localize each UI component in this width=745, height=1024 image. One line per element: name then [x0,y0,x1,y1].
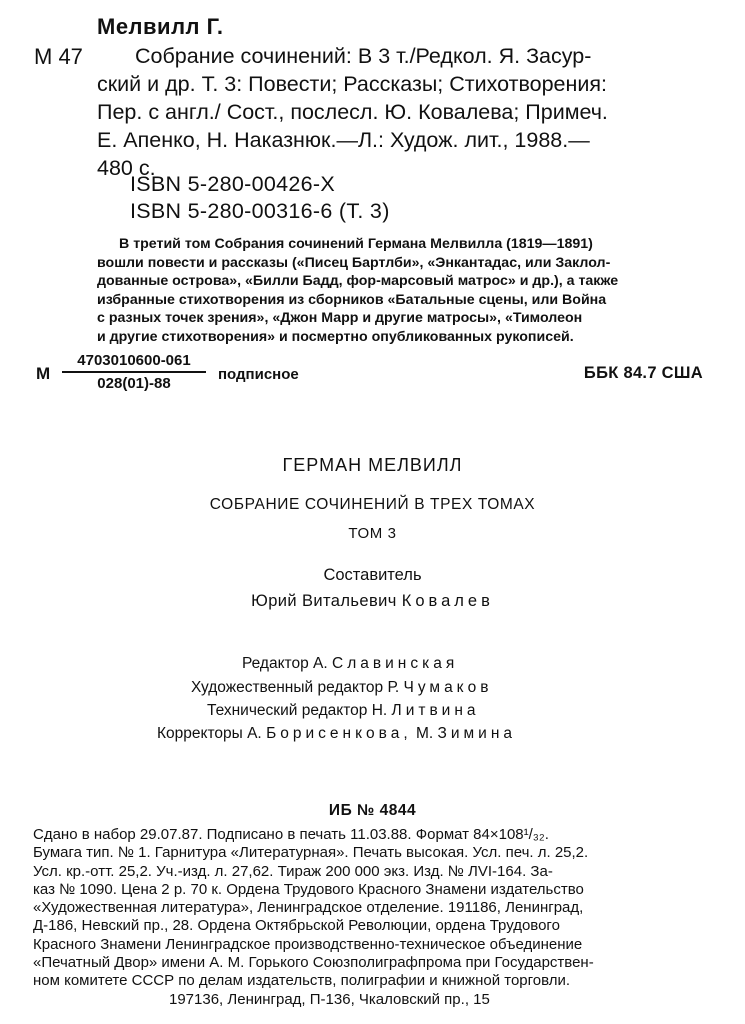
volume-label: ТОМ 3 [348,525,397,542]
compiler-name [0,592,745,611]
imprint-line: «Художественная литература», Ленинградское отделение. 191186, Ленинград, [33,899,584,917]
staff-initial: А. [313,655,328,672]
annotation-line: вошли повести и рассказы («Писец Бартлби», «Энкантадас, или Заклол- [97,254,611,271]
staff-art-editor [191,679,493,697]
imprint-line: Бумага тип. № 1. Гарнитура «Литературная». Печать высокая. Усл. печ. л. 25,2. [33,844,589,862]
staff-role: Художественный редактор [191,679,384,696]
annotation-line: и другие стихотворения» и посмертно опубликованных рукописей. [97,328,574,345]
index-fraction [62,352,206,392]
compiler-surname: Ковалев [401,592,494,610]
imprint-line: Усл. кр.-отт. 25,2. Уч.-изд. л. 27,62. Тираж 200 000 экз. Изд. № ЛVI-164. За- [33,862,553,880]
staff-role: Корректоры [157,725,243,742]
imprint-line: каз № 1090. Цена 2 р. 70 к. Ордена Трудового Красного Знамени издательство [33,880,584,898]
shelf-mark: М 47 [34,44,83,69]
compiler-label: Составитель [323,566,422,584]
staff-initial: М. [415,725,434,742]
bibliographic-description [97,42,707,182]
annotation-line: В третий том Собрания сочинений Германа Мелвилла (1819—1891) [119,236,593,252]
staff-initial: А. [247,725,262,742]
bib-line: ский и др. Т. 3: Повести; Рассказы; Стихотворения: [97,72,607,96]
title-author: ГЕРМАН МЕЛВИЛЛ [282,455,463,475]
staff-proofreaders [157,725,516,743]
staff-role: Технический редактор [207,702,368,719]
staff-surname: Литвина [391,702,480,719]
bbk-code: ББК 84.7 США [583,364,703,382]
staff-surname: Борисенкова, [266,725,412,742]
bib-line: Е. Апенко, Н. Наказнюк.—Л.: Худож. лит., 1988.— [97,128,590,152]
annotation-line: с разных точек зрения», «Джон Марр и другие матросы», «Тимолеон [97,310,583,326]
staff-initial: Н. [371,702,388,719]
imprint-line: Сдано в набор 29.07.87. Подписано в печать 11.03.88. Формат 84×108¹/₃₂. [33,826,549,843]
ib-number: ИБ № 4844 [328,802,417,819]
imprint-line: 197136, Ленинград, П-136, Чкаловский пр., 15 [169,990,490,1008]
annotation-line: дованные острова», «Билли Бадд, фор-марсовый матрос» и др.), а также [97,273,619,289]
imprint-line: ном комитете СССР по делам издательств, полиграфии и книжной торговли. [33,972,571,990]
staff-surname: Славинская [332,655,459,672]
record-author: Мелвилл Г. [97,14,224,39]
bib-line: Пер. с англ./ Сост., послесл. Ю. Ковалева; Примеч. [97,100,608,124]
staff-role: Редактор [242,655,309,672]
imprint-line: Красного Знамени Ленинградское производственно-техническое объединение [33,935,583,953]
bib-line: Собрание сочинений: В 3 т./Редкол. Я. Засур- [135,44,592,68]
staff-editor [242,655,458,673]
compiler-first-names: Юрий Витальевич [251,592,397,610]
isbn-set: ISBN 5-280-00426-X [130,172,335,196]
staff-surname: Зимина [437,725,516,742]
index-denominator: 028(01)-88 [97,374,171,392]
isbn-volume: ISBN 5-280-00316-6 (Т. 3) [130,199,390,223]
imprint-line: Д-186, Невский пр., 28. Ордена Октябрьской Революции, ордена Трудового [33,917,560,935]
bib-line: 480 с. [97,156,156,180]
index-letter: М [36,364,51,383]
index-numerator: 4703010600-061 [77,352,191,369]
staff-tech-editor [207,702,480,720]
subscription-label: подписное [218,366,299,383]
imprint-line: «Печатный Двор» имени А. М. Горького Союзполиграфпрома при Государствен- [33,954,594,972]
staff-initial: Р. [387,679,400,696]
annotation [97,235,709,346]
annotation-line: избранные стихотворения из сборников «Батальные сцены, или Война [97,291,607,308]
series-title: СОБРАНИЕ СОЧИНЕНИЙ В ТРЕХ ТОМАХ [209,496,536,513]
staff-surname: Чумаков [403,679,493,696]
imprint [33,826,713,1009]
